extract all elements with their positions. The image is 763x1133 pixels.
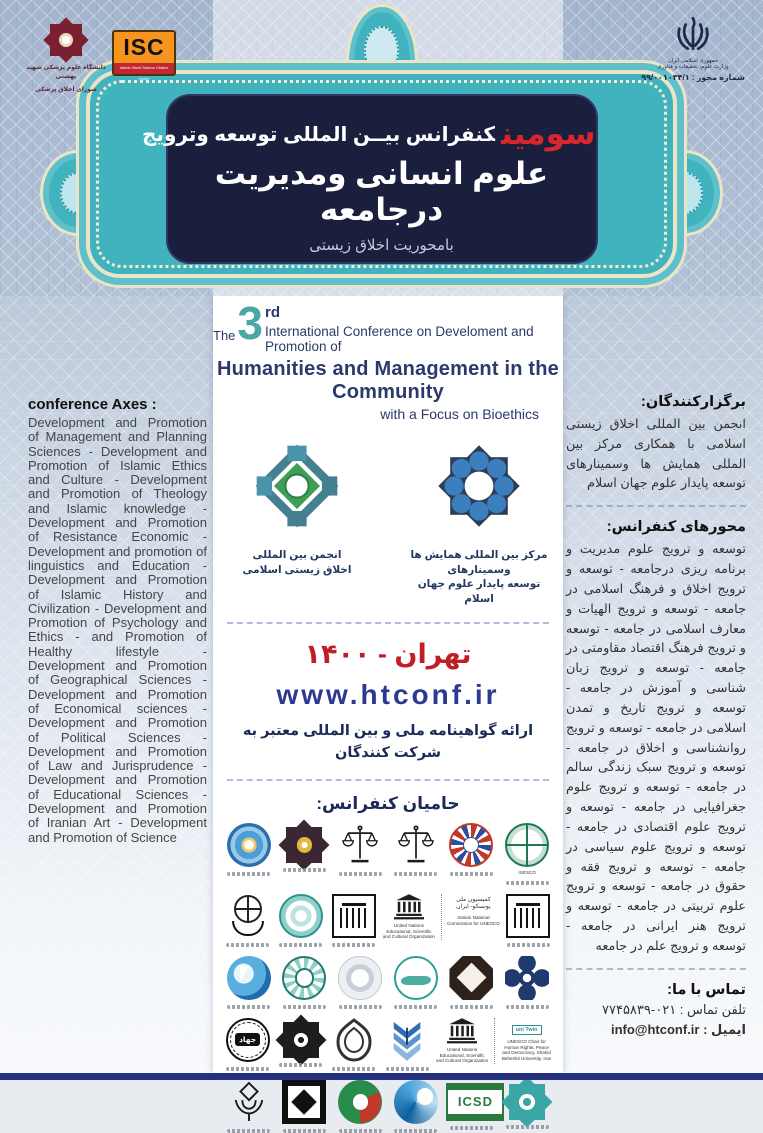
- sponsor-caption-squiggle: [279, 943, 322, 947]
- sponsor-knot-square-org-icon: [282, 1080, 326, 1124]
- sponsor-isesco-icon: [505, 823, 549, 867]
- sponsor-caption-squiggle: [227, 1005, 270, 1009]
- sponsor-star-mandala-org-logo: [276, 1018, 326, 1067]
- sponsor-caption: کمیسیون ملی یونسکو- ایران: [456, 896, 491, 911]
- sponsors-grid: [213, 823, 563, 1133]
- sponsor-caption-squiggle: [279, 1063, 322, 1067]
- sponsor-human-rights-assembly-icon: [449, 823, 493, 867]
- sponsor-swirl-center-icon: [394, 1080, 438, 1124]
- sponsor-caption: UNESCO Chair for Human Rights, Peace and Democracy, Shahid Beheshti University, Iran: [501, 1038, 552, 1062]
- website-url[interactable]: www.htconf.ir: [276, 678, 500, 710]
- university-caption-1: دانشگاه علوم پزشکی شهید بهشتی: [26, 65, 106, 80]
- sponsor-caption-squiggle: [283, 868, 326, 872]
- sponsor-caption-squiggle: [386, 1067, 429, 1071]
- conference-axes-column: [28, 396, 207, 845]
- sponsor-caption-squiggle: [450, 1005, 493, 1009]
- sponsor-isesco-logo: [502, 823, 552, 885]
- sponsor-caption: United Nations Educational, Scientific and Cultural Organization: [382, 922, 435, 940]
- sponsor-caption-squiggle: [226, 943, 269, 947]
- sponsor-justice-ministry-2-logo: [391, 823, 441, 876]
- sponsor-tulip-org-icon: [227, 1080, 271, 1124]
- sponsor-sail-society-logo: [224, 956, 274, 1009]
- conference-title-rest: کنفرانس بیــن المللی توسعه وترویج: [142, 124, 496, 146]
- sponsor-swirl-center-logo: [391, 1080, 441, 1133]
- city-year: تهران - ۱۴۰۰: [304, 638, 472, 669]
- sponsor-caption-squiggle: [227, 1129, 270, 1133]
- conference-title-line1: [142, 116, 596, 152]
- bottom-accent-bar: [0, 1073, 763, 1080]
- isc-subtext: Islamic World Science Citation Center: [114, 63, 174, 74]
- government-logo-block: [641, 14, 745, 82]
- sponsor-caption-squiggle: [506, 1005, 549, 1009]
- sponsor-compass-institute-logo: [279, 956, 329, 1009]
- sponsor-row: [221, 823, 555, 885]
- sponsor-wave-institute-logo: [391, 956, 441, 1009]
- sponsor-human-rights-assembly-logo: [446, 823, 496, 876]
- contact-block: [566, 982, 746, 1038]
- sponsor-caption-squiggle: [507, 943, 550, 947]
- iran-emblem-icon: [672, 14, 714, 56]
- sponsor-wave-institute-icon: [394, 956, 438, 1000]
- sponsor-row: [221, 894, 555, 947]
- bioethics-association-caption: انجمن بین المللی اخلاق زیستی اسلامی: [242, 549, 352, 576]
- conference-ordinal: سومین: [501, 116, 596, 151]
- conference-axes-heading: conference Axes :: [28, 396, 157, 413]
- sponsor-caption-squiggle: [394, 1005, 437, 1009]
- organizers-body: انجمن بین المللی اخلاق زیستی اسلامی با همکاری مرکز بین المللی همایش ها وسمینارهای توسعه پایدار علوم جهان اسلام: [566, 416, 746, 491]
- center-content: [213, 296, 563, 1133]
- sponsor-icsd-icon: ICSD: [446, 1083, 504, 1121]
- dashed-separator-1: [227, 622, 549, 624]
- sponsor-shahid-beheshti-university-icon: [332, 894, 376, 938]
- sponsor-legal-research-center-icon: [279, 894, 323, 938]
- english-title-number: 3: [237, 297, 263, 349]
- sponsor-heritage-center-icon: [449, 956, 493, 1000]
- conference-axes-body: Development and Promotion of Management and Planning Sciences - Development and Promotion of Islamic Ethics and Culture - Development and Promotion of Theology and Islamic knowledge - Development and Promotion of Resistance Economic - Development and promotion of linguistics and Education - Development and Promotion of Islamic History and Civilization - Development and Promotion of Psychology and Ethics - and Promotion of Healthy lifestyle - Development and Promotion of Geographical Sciences - Development and Promotion of Economical sciences - Development and Promotion of Political Sciences - Development and Promotion of Law and Jurisprudence - Development and Promotion of Educational Sciences - Development and Promotion of Iranian Art - Development and Promotion of Science: [28, 415, 207, 845]
- sponsor-caption-squiggle: [506, 1125, 549, 1129]
- sponsor-calligraphy-society-logo: [335, 956, 385, 1009]
- contact-email[interactable]: ایمیل : info@htconf.ir: [610, 1021, 746, 1037]
- sponsor-justice-ministry-1-logo: [335, 823, 385, 876]
- sponsor-teal-flower-society-icon: [509, 1084, 545, 1120]
- dashed-separator-2: [227, 779, 549, 781]
- english-title-the: The: [213, 328, 236, 343]
- gov-caption-1: جمهوری اسلامی ایران: [667, 58, 719, 64]
- organizers-heading: برگزارکنندگان:: [641, 394, 746, 410]
- sponsor-islamic-human-rights-commission-logo: [223, 894, 273, 947]
- university-logo-block: [24, 20, 108, 95]
- sponsor-knot-square-org-logo: [279, 1080, 329, 1133]
- sponsor-row: [221, 956, 555, 1009]
- certificate-note: ارائه گواهینامه ملی و بین المللی معتبر به شرکت کنندگان: [242, 722, 534, 761]
- sponsor-caption-squiggle: [227, 872, 270, 876]
- sponsor-caption-squiggle: [283, 1005, 326, 1009]
- conference-center-caption: مرکز بین المللی همایش ها وسمینارهای توسعه پایدار علوم جهان اسلام: [410, 549, 548, 606]
- sponsor-caption: United Nations Educational, Scientific and Cultural Organization: [436, 1046, 489, 1064]
- conference-subtitle: بامحوریت اخلاق زیستی: [309, 237, 454, 254]
- english-title-line2: Humanities and Management in the Community: [216, 358, 559, 403]
- sponsor-caption-squiggle: [283, 1129, 326, 1133]
- conference-title-line2: علوم انسانی ومدیریت درجامعه: [214, 156, 549, 227]
- persian-info-column: [566, 394, 746, 1038]
- conference-center-star-icon: [431, 438, 527, 534]
- english-title-line1: International Conference on Develoment and Promotion of: [265, 324, 534, 354]
- contact-heading: تماس با ما:: [667, 981, 746, 998]
- sponsor-jahad-daneshgahi-logo: [223, 1018, 273, 1071]
- sponsor-quran-sciences-university-icon: [332, 1018, 376, 1062]
- university-caption-2: شورای اخلاق پزشکی: [35, 87, 97, 93]
- sponsor-star-mandala-org-icon: [283, 1022, 319, 1058]
- conference-title-box: [142, 94, 598, 264]
- english-title-block: [213, 296, 563, 422]
- english-title-line3: with a Focus on Bioethics: [380, 406, 539, 422]
- sponsor-sb-law-faculty-icon: [506, 894, 550, 938]
- sponsor-caption-squiggle: [339, 1005, 382, 1009]
- sponsor-medical-council-icon: [338, 1080, 382, 1124]
- contact-phone: تلفن تماس : ۰۲۱-۷۷۴۵۸۳۹: [602, 1001, 746, 1017]
- sponsor-caption-squiggle: [332, 1067, 375, 1071]
- sponsors-heading: حامیان کنفرانس:: [316, 794, 460, 814]
- conference-center-logo-block: [410, 438, 548, 607]
- sponsor-teal-flower-society-logo: [502, 1080, 552, 1129]
- sponsor-justice-ministry-2-icon: [394, 823, 438, 867]
- sponsor-blue-flower-association-logo: [224, 823, 274, 876]
- axes-heading-fa: محورهای کنفرانس:: [606, 519, 746, 536]
- university-seal-icon: [46, 20, 86, 60]
- sponsor-heritage-center-logo: [446, 956, 496, 1009]
- sponsor-azad-university-logo: [382, 1018, 432, 1071]
- sponsor-justice-ministry-1-icon: [338, 823, 382, 867]
- isc-label: ISC: [123, 34, 165, 60]
- sponsor-compass-institute-icon: [282, 956, 326, 1000]
- sponsor-blue-flower-association-icon: [227, 823, 271, 867]
- sponsor-legal-research-center-logo: [276, 894, 326, 947]
- sponsor-caption-squiggle: [339, 872, 382, 876]
- sponsor-dark-star-center-logo: [279, 823, 329, 872]
- right-dashed-separator-2: [566, 968, 746, 970]
- bioethics-association-icon: [249, 438, 345, 534]
- sponsor-unesco-iran-commission-logo: [382, 894, 500, 940]
- sponsor-row: [221, 1018, 555, 1071]
- sponsor-caption-squiggle: [450, 872, 493, 876]
- sponsor-azad-university-icon: [385, 1018, 429, 1062]
- sponsor-caption-squiggle: [506, 881, 549, 885]
- sponsor-caption-squiggle: [332, 943, 375, 947]
- isc-logo: [112, 30, 176, 81]
- banner: [0, 0, 763, 296]
- sponsor-calligraphy-society-icon: [338, 956, 382, 1000]
- organizer-logos-row: [213, 438, 563, 607]
- sponsor-dark-star-center-icon: [286, 827, 322, 863]
- axes-body-fa: توسعه و ترویج علوم مدیریت و برنامه ریزی درجامعه - توسعه و ترویج اخلاق و فرهنگ اسلامی در جامعه - توسعه و ترویج الهیات و معارف اسلامی در جامعه - توسعه و ترویج فرهنگ اقتصاد مقاومتی در جامعه - توسعه و ترویج زبان شناسی و آموزش در جامعه - توسعه و ترویج تاریخ و تمدن اسلامی در جامعه - توسعه و ترویج روانشناسی و اخلاق در جامعه - توسعه و ترویج سبک زندگی سالم در جامعه - توسعه و ترویج علوم جغرافیایی در جامعه - توسعه و ترویج علوم اقتصادی در جامعه - توسعه و ترویج علوم سیاسی در جامعه - توسعه و ترویج فقه و حقوق در جامعه - توسعه و ترویج علوم تربیتی در جامعه - توسعه و ترویج هنر ایرانی در جامعه - توسعه و ترویج علم در جامعه: [566, 541, 746, 953]
- sponsor-unesco-chair-sbu-logo: [435, 1018, 553, 1064]
- sponsor-qom-university-of-technology-icon: [505, 956, 549, 1000]
- sponsor-quran-sciences-university-logo: [329, 1018, 379, 1071]
- sponsor-caption-squiggle: [339, 1129, 382, 1133]
- unitwin-badge: uni Twin: [512, 1025, 542, 1035]
- sponsor-caption-squiggle: [450, 1126, 493, 1130]
- sponsor-sb-law-faculty-logo: [503, 894, 553, 947]
- sponsor-caption-squiggle: [226, 1067, 269, 1071]
- sponsor-caption-squiggle: [394, 1129, 437, 1133]
- sponsor-islamic-human-rights-commission-icon: [226, 894, 270, 938]
- sponsor-row: [221, 1080, 555, 1133]
- gov-caption-2: وزارت علوم، تحقیقات و فناوری: [657, 64, 729, 70]
- english-title-ordinal: rd: [265, 304, 280, 321]
- sponsor-jahad-daneshgahi-icon: جهاد: [226, 1018, 270, 1062]
- sponsor-caption: Iranian National Commission for UNESCO: [446, 914, 500, 926]
- right-dashed-separator-1: [566, 505, 746, 507]
- sponsor-medical-council-logo: [335, 1080, 385, 1133]
- bioethics-association-logo-block: [228, 438, 366, 607]
- sponsor-icsd-logo: [446, 1080, 496, 1130]
- sponsor-tulip-org-logo: [224, 1080, 274, 1133]
- permit-number: شماره مجوز : ۹۹/۰۰۱۰۳۴/۱: [641, 73, 745, 82]
- sponsor-caption-squiggle: [394, 872, 437, 876]
- sponsor-sail-society-icon: [227, 956, 271, 1000]
- sponsor-qom-university-of-technology-logo: [502, 956, 552, 1009]
- sponsor-shahid-beheshti-university-logo: [329, 894, 379, 947]
- sponsor-caption: ISESCO: [518, 870, 536, 876]
